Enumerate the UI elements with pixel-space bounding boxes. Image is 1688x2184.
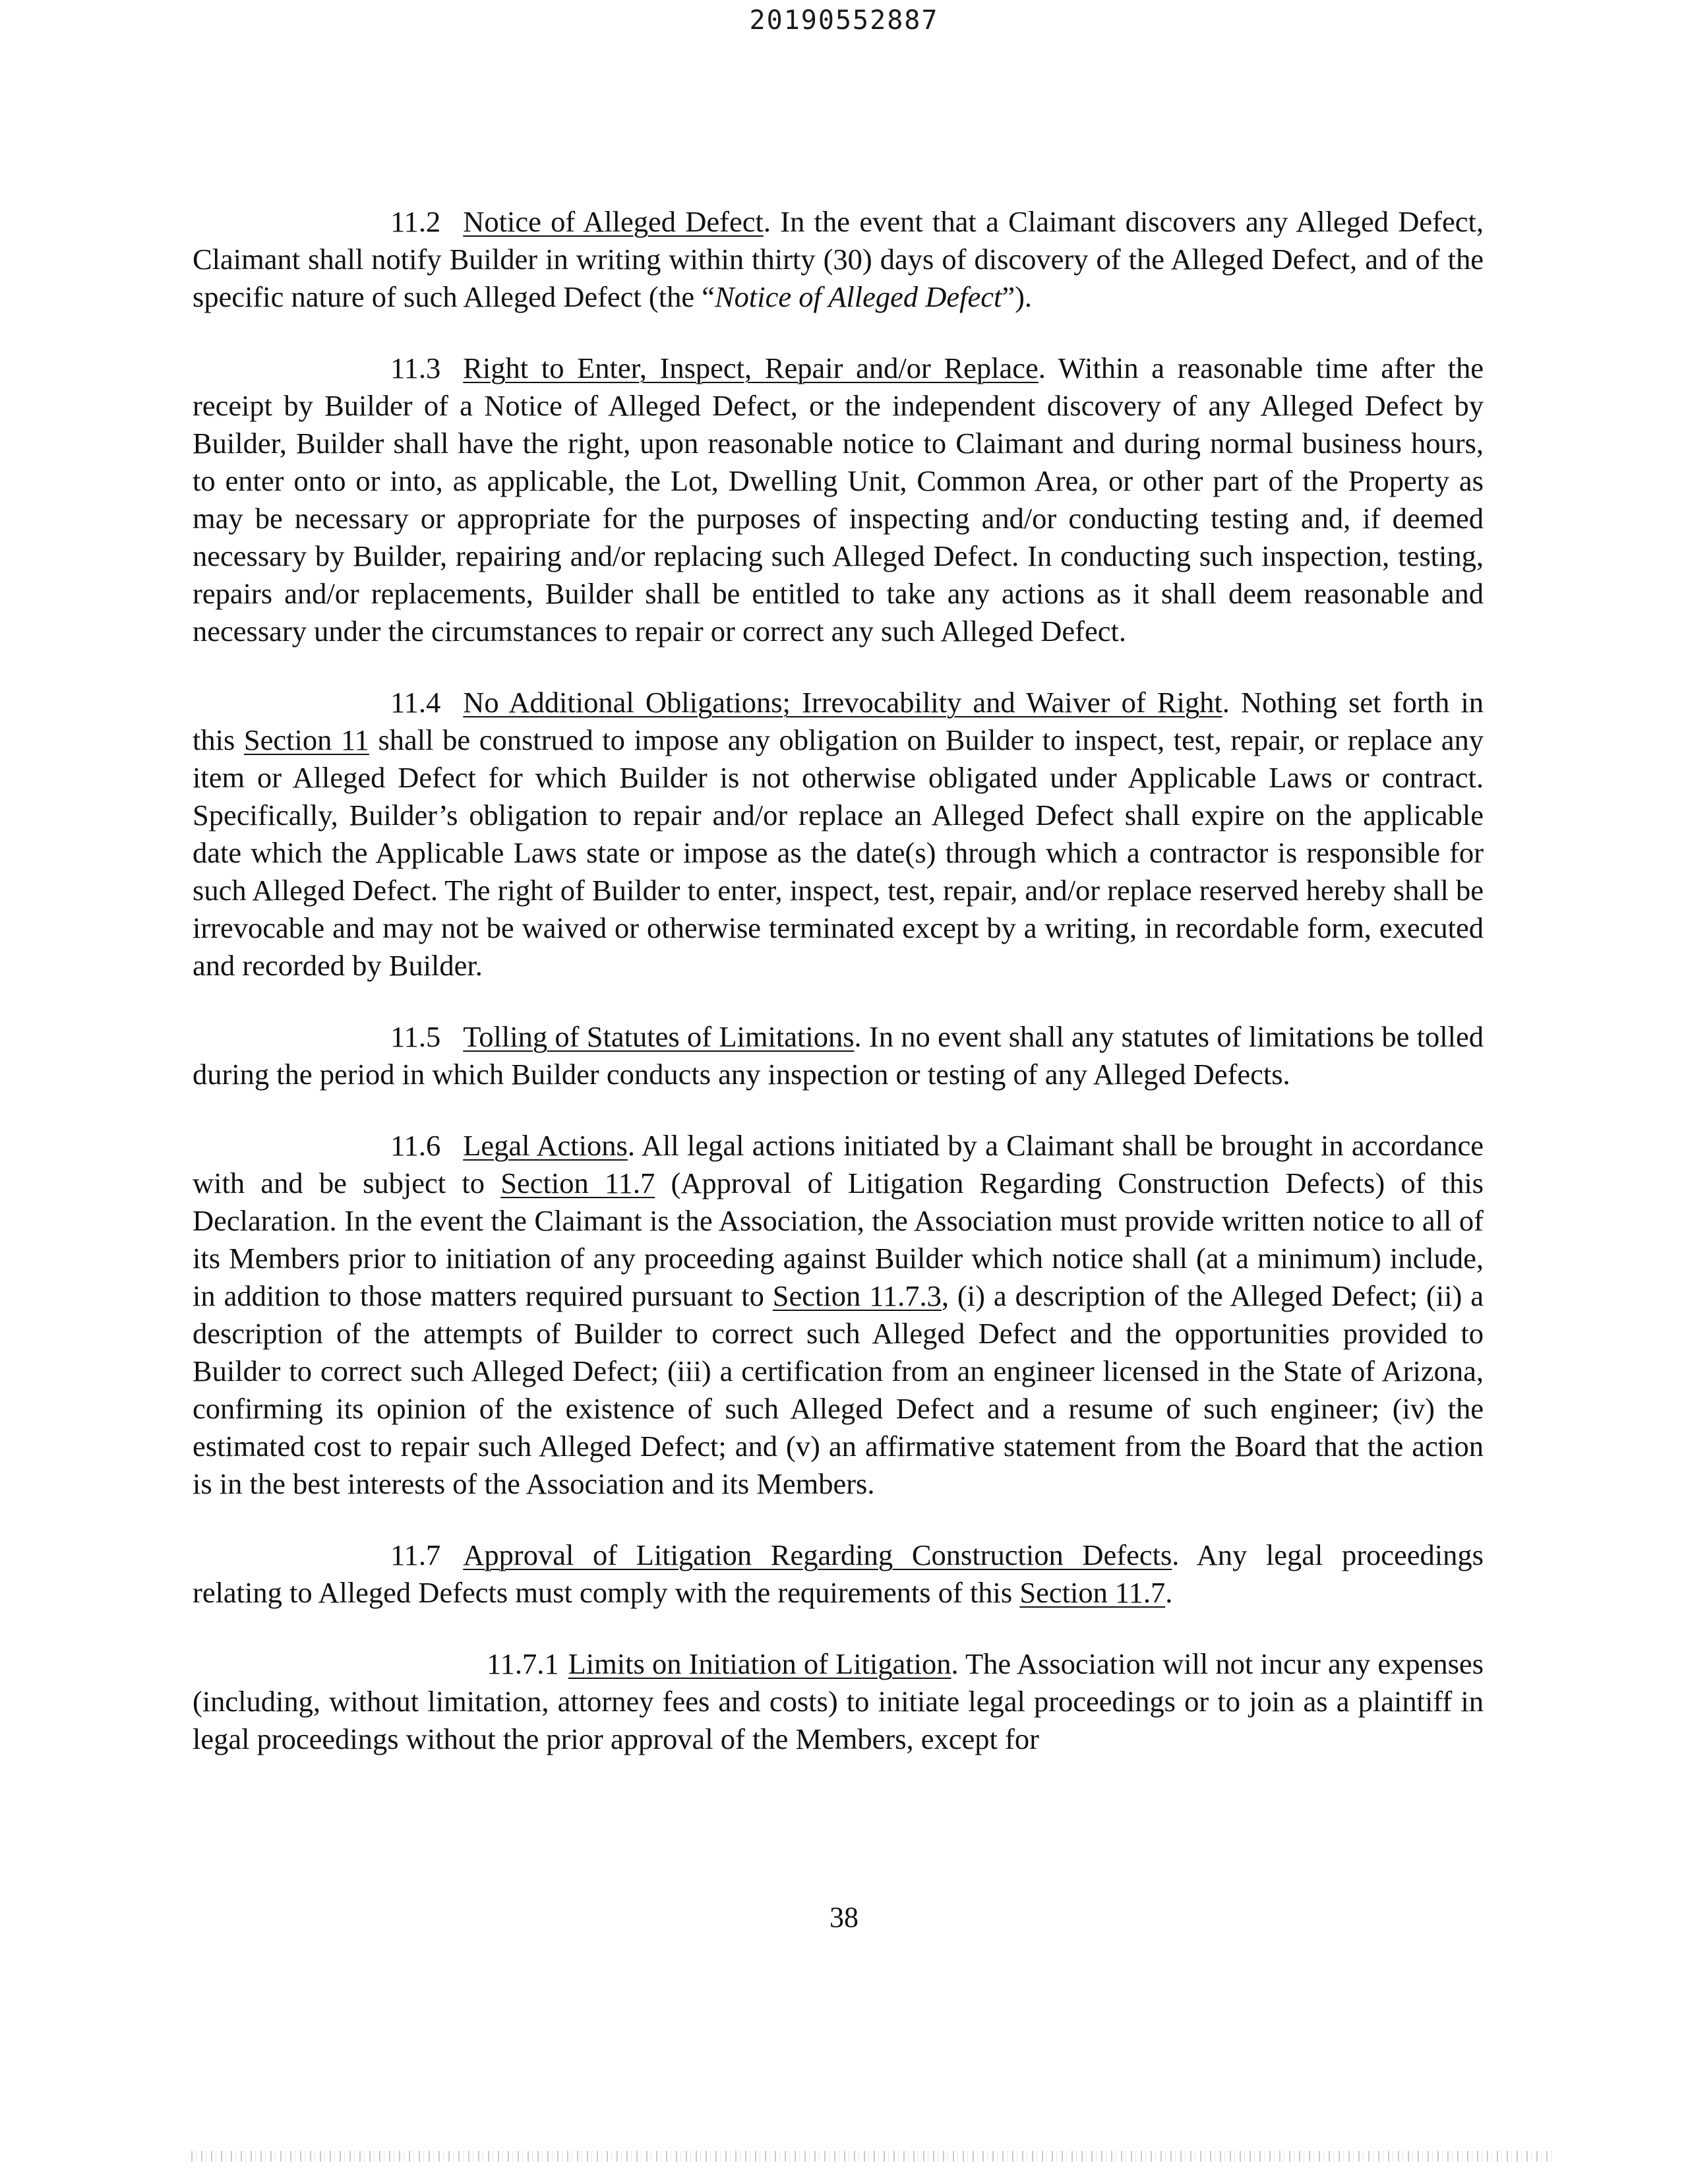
section-text-end: ”).	[1002, 280, 1033, 313]
section-11-5	[193, 1018, 1484, 1093]
section-reference: Section 11.7	[1019, 1576, 1166, 1609]
section-caption: Legal Actions	[463, 1129, 628, 1162]
section-reference: Section 11	[243, 723, 369, 756]
section-text-end: .	[1165, 1576, 1173, 1609]
section-caption: Right to Enter, Inspect, Repair and/or Replace	[463, 351, 1039, 384]
section-11-3	[193, 349, 1484, 650]
section-text-middle: (Approval of Litigation Regarding Construction Defects) of this Declaration. In the event the Claimant is the Association, the Association must provide written notice to all of its Members prior to initiation of any proceeding against Builder which notice shall (at a minimum) include, in addition to those matters required pursuant to	[193, 1167, 1484, 1312]
section-text-end: shall be construed to impose any obligation on Builder to inspect, test, repair, or replace any item or Alleged Defect for which Builder is not otherwise obligated under Applicable Laws or contract. Specifically, Builder’s obligation to repair and/or replace an Alleged Defect shall expire on the applicable date which the Applicable Laws state or impose as the date(s) through which a contractor is responsible for such Alleged Defect. The right of Builder to enter, inspect, test, repair, and/or replace reserved hereby shall be irrevocable and may not be waived or otherwise terminated except by a writing, in recordable form, executed and recorded by Builder.	[193, 723, 1484, 982]
scan-artifact-strip	[191, 2151, 1556, 2162]
section-11-4	[193, 684, 1484, 985]
section-text: . The Association will not incur any expenses (including, without limitation, attorney fees and costs) to initiate legal proceedings or to join as a plaintiff in legal proceedings without the prior approval of the Members, except for	[193, 1647, 1484, 1755]
section-number: 11.3	[390, 351, 441, 384]
section-number: 11.6	[390, 1129, 441, 1162]
section-text: . Any legal proceedings relating to Alleged Defects must comply with the requirements of this	[193, 1538, 1484, 1609]
section-caption: Limits on Initiation of Litigation	[568, 1647, 951, 1680]
section-number: 11.7.1	[487, 1647, 559, 1680]
page-number: 38	[829, 1901, 859, 1933]
section-reference-2: Section 11.7.3	[772, 1279, 942, 1312]
section-11-7-1	[193, 1645, 1484, 1758]
section-reference: Section 11.7	[500, 1167, 655, 1199]
section-text: . Nothing set forth in this	[193, 686, 1484, 756]
section-number: 11.5	[390, 1020, 441, 1053]
section-number: 11.4	[390, 686, 441, 719]
section-text: . In no event shall any statutes of limitations be tolled during the period in which Builder conducts any inspection or testing of any Alleged Defects.	[193, 1020, 1484, 1091]
document-number: 20190552887	[749, 5, 939, 36]
section-caption: Notice of Alleged Defect	[463, 205, 764, 238]
section-text: . All legal actions initiated by a Claimant shall be brought in accordance with and be subject to	[193, 1129, 1484, 1199]
section-number: 11.2	[390, 205, 441, 238]
section-caption: Approval of Litigation Regarding Construction Defects	[463, 1538, 1172, 1571]
section-11-7	[193, 1536, 1484, 1612]
defined-term: Notice of Alleged Defect	[714, 280, 1002, 313]
section-11-2	[193, 203, 1484, 316]
section-11-6	[193, 1127, 1484, 1503]
section-caption: Tolling of Statutes of Limitations	[463, 1020, 855, 1053]
section-text: . Within a reasonable time after the receipt by Builder of a Notice of Alleged Defect, or the independent discovery of any Alleged Defect by Builder, Builder shall have the right, upon reasonable notice to Claimant and during normal business hours, to enter onto or into, as applicable, the Lot, Dwelling Unit, Common Area, or other part of the Property as may be necessary or appropriate for the purposes of inspecting and/or conducting testing and, if deemed necessary by Builder, repairing and/or replacing such Alleged Defect. In conducting such inspection, testing, repairs and/or replacements, Builder shall be entitled to take any actions as it shall deem reasonable and necessary under the circumstances to repair or correct any such Alleged Defect.	[193, 351, 1484, 648]
section-text: . In the event that a Claimant discovers any Alleged Defect, Claimant shall notify Builder in writing within thirty (30) days of discovery of the Alleged Defect, and of the specific nature of such Alleged Defect (the “	[193, 205, 1484, 313]
section-text-end: , (i) a description of the Alleged Defect; (ii) a description of the attempts of Builder to correct such Alleged Defect and the opportunities provided to Builder to correct such Alleged Defect; (iii) a certification from an engineer licensed in the State of Arizona, confirming its opinion of the existence of such Alleged Defect and a resume of such engineer; (iv) the estimated cost to repair such Alleged Defect; and (v) an affirmative statement from the Board that the action is in the best interests of the Association and its Members.	[193, 1279, 1484, 1500]
section-caption: No Additional Obligations; Irrevocability and Waiver of Right	[463, 686, 1222, 719]
section-number: 11.7	[390, 1538, 441, 1571]
document-body	[193, 203, 1484, 1792]
